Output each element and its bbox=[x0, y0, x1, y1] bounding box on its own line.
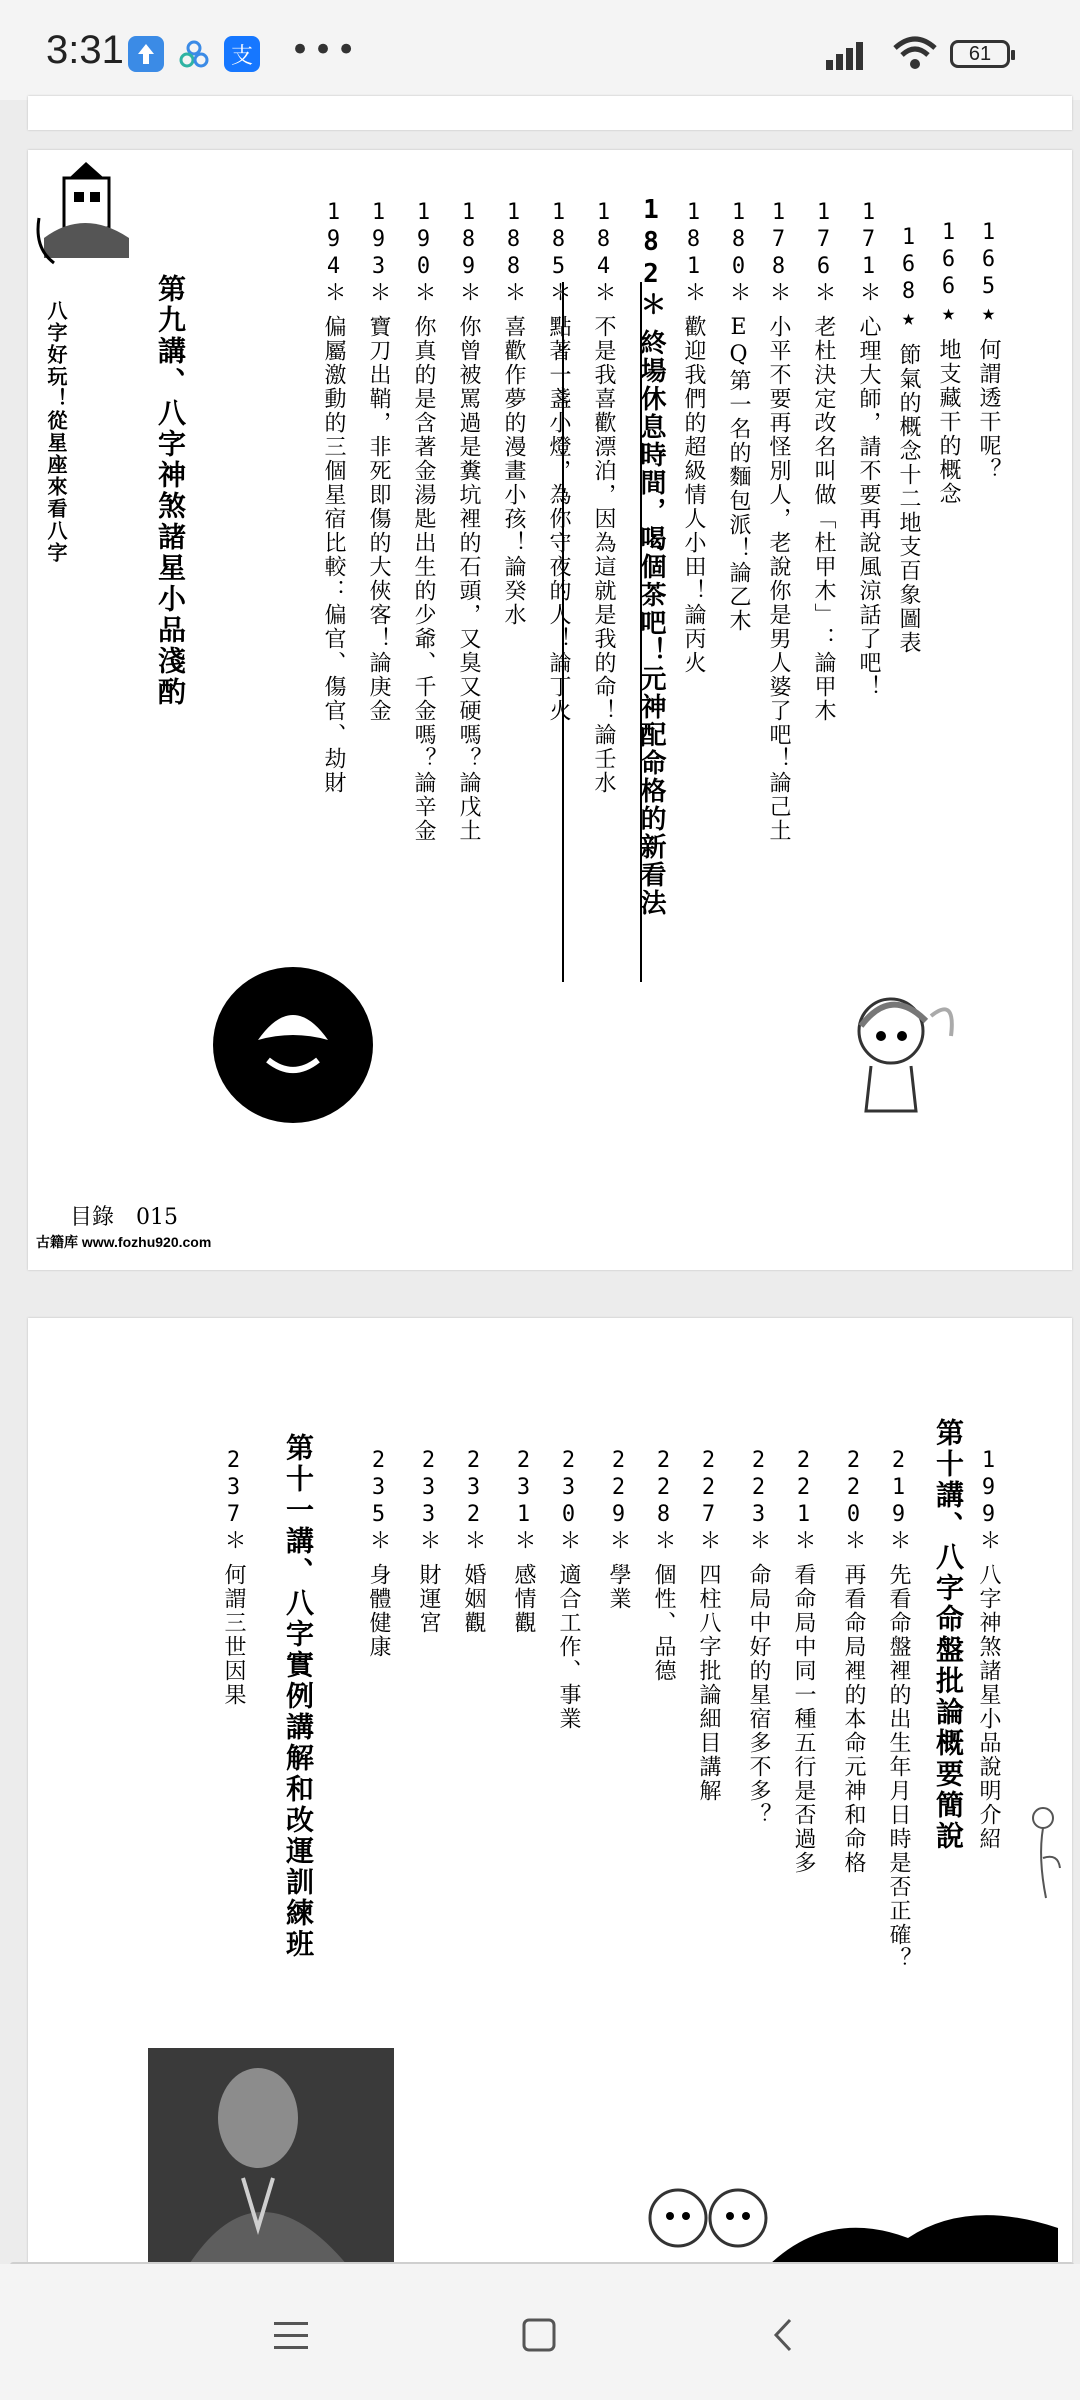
toc-entry bbox=[743, 1448, 774, 1827]
toc-entry-title: 婚姻觀 bbox=[461, 1563, 486, 1635]
toc-page-number: 190＊ bbox=[411, 200, 436, 305]
menu-icon[interactable] bbox=[266, 2310, 316, 2360]
toc-entry bbox=[933, 220, 964, 506]
document-page-016[interactable] bbox=[28, 1318, 1072, 2266]
toc-entry-title: 命局中好的星宿多不多？ bbox=[746, 1563, 771, 1827]
toc-page-number: 194＊ bbox=[321, 200, 346, 305]
toc-page-number: 221＊ bbox=[791, 1448, 816, 1553]
toc-entry-title: 學業 bbox=[606, 1563, 631, 1611]
toc-entry-title: 地支藏干的概念 bbox=[936, 338, 961, 506]
toc-entry bbox=[318, 200, 349, 795]
toc-entry-title: 點著一盞小燈，為你守夜的人！論丁火 bbox=[546, 315, 571, 723]
toc-page-number: 184＊ bbox=[591, 200, 616, 305]
toc-page-number: 227＊ bbox=[696, 1448, 721, 1553]
toc-entry bbox=[218, 1448, 249, 1707]
toc-entry-title: 老杜決定改名叫做「杜甲木」：論甲木 bbox=[811, 315, 836, 723]
toc-entry-title: 四柱八字批論細目講解 bbox=[696, 1563, 721, 1803]
toc-page-number: 178＊ bbox=[766, 200, 791, 305]
alipay-icon bbox=[224, 36, 260, 72]
toc-entry bbox=[693, 1448, 724, 1803]
toc-page-number: 166★ bbox=[936, 220, 961, 328]
toc-page-number: 181＊ bbox=[681, 200, 706, 305]
toc-page-number: 199＊ bbox=[976, 1448, 1001, 1553]
toc-entry bbox=[458, 1448, 489, 1635]
toc-page-number: 182＊ bbox=[636, 195, 666, 319]
upload-icon bbox=[128, 36, 164, 72]
toc-entry-title: 適合工作、事業 bbox=[556, 1563, 581, 1731]
toc-entry-title: 再看命局裡的本命元神和命格 bbox=[841, 1563, 866, 1875]
toc-entry bbox=[648, 1448, 679, 1683]
toc-page-number: 189＊ bbox=[456, 200, 481, 305]
toc-page-number: 193＊ bbox=[366, 200, 391, 305]
toc-entry bbox=[838, 1448, 869, 1875]
toc-entry bbox=[853, 200, 884, 699]
toc-entry-title: 歡迎我們的超級情人小田！論丙火 bbox=[681, 315, 706, 675]
toc-entry-title: 心理大師，請不要再說風涼話了吧！ bbox=[856, 315, 881, 699]
toc-page-number: 220＊ bbox=[841, 1448, 866, 1553]
toc-entry bbox=[763, 200, 794, 843]
toc-entry bbox=[363, 1448, 394, 1659]
toc-entry bbox=[808, 200, 839, 723]
toc-entry bbox=[408, 200, 439, 843]
book-side-title: 八字好玩！從星座來看八字 bbox=[44, 300, 68, 564]
toc-entry bbox=[723, 200, 754, 633]
toc-entry-title: 寶刀出鞘，非死即傷的大俠客！論庚金 bbox=[366, 315, 391, 723]
toc-page-number: 185＊ bbox=[546, 200, 571, 305]
toc-page-number: 237＊ bbox=[221, 1448, 246, 1553]
footer-site: 古籍库 www.fozhu920.com bbox=[36, 1234, 212, 1250]
toc-page-number: 176＊ bbox=[811, 200, 836, 305]
toc-page-number: 188＊ bbox=[501, 200, 526, 305]
toc-entry-title: 看命局中同一種五行是否過多 bbox=[791, 1563, 816, 1875]
toc-entry bbox=[278, 1433, 318, 1960]
toc-entry-title: 喜歡作夢的漫畫小孩！論癸水 bbox=[501, 315, 526, 627]
toc-page-number: 171＊ bbox=[856, 200, 881, 305]
toc-page-number: 168★ bbox=[896, 225, 921, 333]
toc-entry-title: 小平不要再怪別人，老說你是男人婆了吧！論己土 bbox=[766, 315, 791, 843]
toc-entry bbox=[453, 200, 484, 843]
toc-entry bbox=[363, 200, 394, 723]
toc-entry-title: 終場休息時間，喝個茶吧！元神配命格的新看法 bbox=[636, 329, 666, 917]
document-page-015[interactable] bbox=[28, 150, 1072, 1270]
ink-blob-illustration bbox=[208, 960, 378, 1130]
chapter-9-heading: 第九講、八字神煞諸星小品淺酌 bbox=[154, 274, 187, 708]
cartoon-kids-illustration bbox=[628, 2128, 1058, 2266]
toc-entry-title: 偏屬激動的三個星宿比較：偏官、傷官、劫財 bbox=[321, 315, 346, 795]
toc-entry bbox=[413, 1448, 444, 1635]
toc-entry-title: 個性、品德 bbox=[651, 1563, 676, 1683]
status-time: 3:31 bbox=[46, 28, 124, 72]
girl-sketch-illustration bbox=[836, 976, 966, 1126]
toc-page-number: 231＊ bbox=[511, 1448, 536, 1553]
signal-icon bbox=[826, 40, 876, 70]
more-notifications-icon: ••• bbox=[290, 30, 360, 70]
back-icon[interactable] bbox=[760, 2310, 810, 2360]
cloud-app-icon bbox=[176, 36, 212, 72]
toc-entry-title: 你曾被罵過是糞坑裡的石頭，又臭又硬嗎？論戊土 bbox=[456, 315, 481, 843]
highlight-box bbox=[562, 282, 642, 982]
toc-entry bbox=[928, 1418, 968, 1852]
toc-page-number: 165★ bbox=[976, 220, 1001, 328]
battery-icon: 61 bbox=[950, 40, 1010, 68]
svg-text:支: 支 bbox=[231, 44, 254, 69]
portrait-photo bbox=[148, 2048, 394, 2266]
toc-entry bbox=[498, 200, 529, 627]
toc-entry bbox=[973, 1448, 1004, 1851]
toc-entry-title: 身體健康 bbox=[366, 1563, 391, 1659]
status-bar bbox=[0, 0, 1080, 100]
footer-title: 目錄 015 bbox=[70, 1205, 178, 1230]
previous-page-edge bbox=[28, 96, 1072, 130]
toc-entry-title: 先看命盤裡的出生年月日時是否正確？ bbox=[886, 1563, 911, 1971]
home-icon[interactable] bbox=[514, 2310, 564, 2360]
toc-page-number: 235＊ bbox=[366, 1448, 391, 1553]
toc-entry-title: EQ第一名的麵包派！論乙木 bbox=[726, 315, 751, 633]
toc-entry bbox=[603, 1448, 634, 1611]
toc-entry-title: 第十講、八字命盤批論概要簡說 bbox=[932, 1418, 965, 1852]
toc-page-number: 229＊ bbox=[606, 1448, 631, 1553]
toc-entry bbox=[678, 200, 709, 675]
toc-entry bbox=[883, 1448, 914, 1971]
toc-entry-title: 財運宮 bbox=[416, 1563, 441, 1635]
toc-entry-title: 第十一講、八字實例講解和改運訓練班 bbox=[282, 1433, 315, 1960]
toc-entry-title: 八字神煞諸星小品說明介紹 bbox=[976, 1563, 1001, 1851]
toc-entry-title: 你真的是含著金湯匙出生的少爺、千金嗎？論辛金 bbox=[411, 315, 436, 843]
toc-entry bbox=[788, 1448, 819, 1875]
toc-entry bbox=[553, 1448, 584, 1731]
cartoon-mascot-illustration bbox=[34, 158, 144, 268]
toc-page-number: 223＊ bbox=[746, 1448, 771, 1553]
toc-page-number: 219＊ bbox=[886, 1448, 911, 1553]
flower-sketch-illustration bbox=[1018, 1798, 1068, 1908]
toc-entry-title: 何謂三世因果 bbox=[221, 1563, 246, 1707]
toc-page-number: 233＊ bbox=[416, 1448, 441, 1553]
toc-entry-title: 節氣的概念十二地支百象圖表 bbox=[896, 343, 921, 655]
toc-entry-title: 感情觀 bbox=[511, 1563, 536, 1635]
toc-page-number: 180＊ bbox=[726, 200, 751, 305]
toc-entry bbox=[893, 225, 924, 655]
toc-page-number: 230＊ bbox=[556, 1448, 581, 1553]
toc-entry-title: 不是我喜歡漂泊，因為這就是我的命！論壬水 bbox=[591, 315, 616, 795]
toc-entry bbox=[973, 220, 1004, 482]
toc-page-number: 228＊ bbox=[651, 1448, 676, 1553]
toc-entry bbox=[508, 1448, 539, 1635]
wifi-icon bbox=[892, 36, 938, 70]
toc-page-number: 232＊ bbox=[461, 1448, 486, 1553]
toc-entry-title: 何謂透干呢？ bbox=[976, 338, 1001, 482]
